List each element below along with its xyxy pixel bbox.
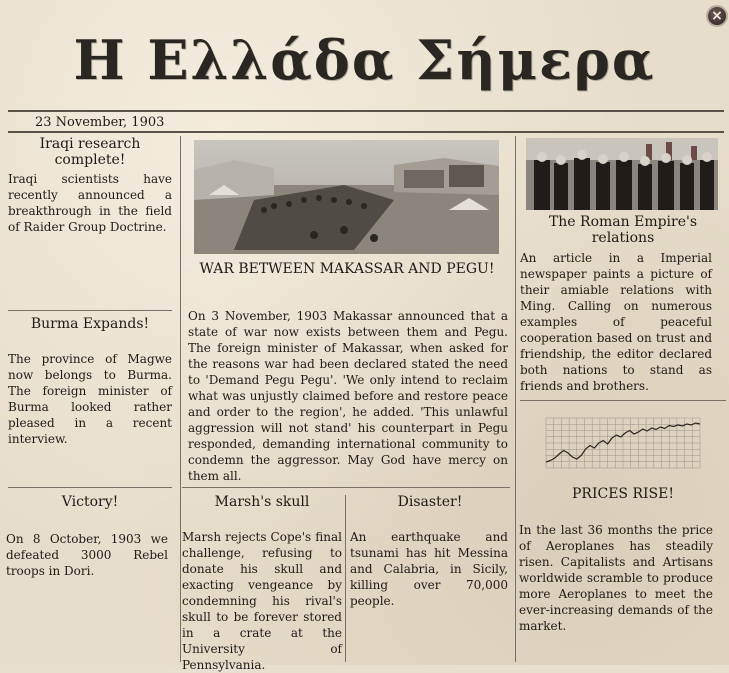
close-icon: ×: [711, 8, 723, 24]
section-rule-right: [520, 400, 726, 401]
section-rule-left-2: [8, 487, 172, 488]
article-headline-burma: Burma Expands!: [30, 316, 150, 332]
column-divider-right: [515, 136, 516, 662]
price-chart: [538, 412, 704, 478]
close-button[interactable]: [706, 5, 728, 27]
article-headline-roman: The Roman Empire's relations: [548, 214, 698, 246]
section-rule-center: [182, 487, 510, 488]
column-divider-center-bottom: [345, 495, 346, 662]
roman-photo: [526, 138, 718, 210]
issue-date: 23 November, 1903: [35, 115, 165, 130]
masthead-rule-top: [8, 110, 724, 112]
article-headline-iraqi: Iraqi research complete!: [39, 136, 141, 168]
article-headline-prices: PRICES RISE!: [572, 486, 674, 502]
article-body-disaster: An earthquake and tsunami has hit Messina and Calabria, in Sicily, killing over 70,000 people.: [350, 530, 508, 608]
article-body-burma: The province of Magwe now belongs to Burma. The foreign minister of Burma looked rather pleased in a recent interview.: [8, 352, 172, 446]
article-headline-disaster: Disaster!: [397, 494, 463, 510]
article-body-marsh: Marsh rejects Cope's final challenge, refusing to donate his skull and exacting vengeance by condemning his rival's skull to be forever stored in a crate at the University of Pennsylvania.: [182, 530, 342, 672]
article-body-roman: An article in a Imperial newspaper paints a picture of their amiable relations with Ming. Calling on numerous examples of peaceful cooperation based on trust and friendship, the editor declared both nations to stand as friends and brothers.: [520, 251, 712, 393]
article-body-war: On 3 November, 1903 Makassar announced that a state of war now exists between them and Pegu. The foreign minister of Makassar, when asked for the reasons war had been declared stated the need to 'Demand Pegu Pegu'. 'We only intend to reclaim what was unjustly claimed before and restore peace and order to the region', he added. 'This unlawful aggression will not stand' his counterpart in Pegu responded, demanding international community to condemn the aggressor. May God have mercy on them all.: [188, 309, 508, 483]
article-headline-marsh: Marsh's skull: [214, 494, 310, 510]
article-headline-war: WAR BETWEEN MAKASSAR AND PEGU!: [199, 261, 495, 277]
article-body-prices: In the last 36 months the price of Aeroplanes has steadily risen. Capitalists and Artisans worldwide scramble to produce more Aeroplanes to meet the ever-increasing demands of the market.: [519, 523, 713, 633]
war-photo: [194, 140, 499, 254]
masthead-title: Η Ελλάδα Σήμερα: [73, 28, 656, 92]
masthead-rule-bottom: [8, 131, 724, 133]
article-body-victory: On 8 October, 1903 we defeated 3000 Rebel troops in Dori.: [6, 532, 168, 578]
article-body-iraqi: Iraqi scientists have recently announced a breakthrough in the field of Raider Group Doctrine.: [8, 172, 172, 234]
section-rule-left-1: [8, 310, 172, 311]
column-divider-left: [180, 136, 181, 662]
article-headline-victory: Victory!: [61, 494, 119, 510]
